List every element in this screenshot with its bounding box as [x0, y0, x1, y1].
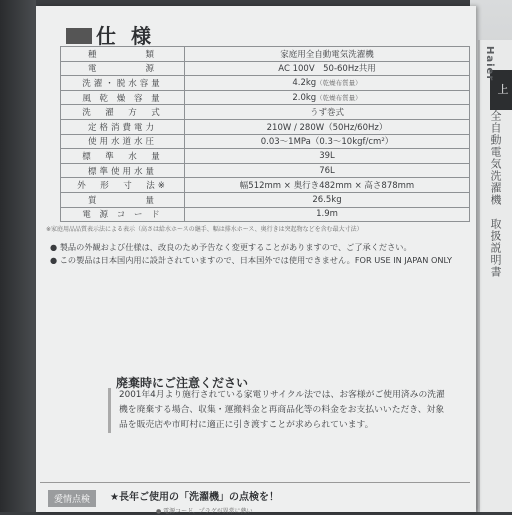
spec-key: 種 類	[61, 47, 185, 62]
spec-key: 定格消費電力	[61, 119, 185, 134]
spec-value	[185, 207, 470, 222]
spec-value	[185, 163, 470, 178]
title-square-icon	[66, 28, 92, 44]
manual-page	[36, 6, 476, 515]
spec-value-text: 1.9m	[316, 209, 338, 220]
spec-value-text: 39L	[319, 150, 335, 161]
spec-key: 洗 濯 方 式	[61, 105, 185, 120]
spec-value-text: 76L	[319, 165, 335, 176]
spec-value	[185, 90, 470, 105]
spec-value-text: 幅512mm × 奥行き482mm × 高さ878mm	[239, 181, 415, 192]
spec-value	[185, 61, 470, 76]
spec-row	[61, 105, 470, 120]
spec-value	[185, 119, 470, 134]
spec-row	[61, 90, 470, 105]
spec-value-text: 0.03～1MPa（0.3～10kgf/cm²）	[260, 137, 394, 148]
spec-row	[61, 149, 470, 164]
spec-value-text: うず巻式	[309, 108, 344, 119]
note-item: ● この製品は日本国内用に設計されていますので、日本国外では使用できません。FOR USE IN JAPAN ONLY	[50, 255, 453, 265]
check-heading: ★長年ご使用の「洗濯機」の点検を！	[110, 492, 279, 503]
spec-value	[185, 47, 470, 62]
spec-key: 標準使用水量	[61, 163, 185, 178]
spec-value	[185, 76, 470, 91]
check-label: 愛情点検	[48, 490, 96, 507]
spec-note: （乾燥布質量）	[316, 78, 362, 87]
spec-row	[61, 163, 470, 178]
spec-row	[61, 119, 470, 134]
spec-key: 標 準 水 量	[61, 149, 185, 164]
spec-note: （乾燥布質量）	[316, 93, 362, 102]
side-tab: 上	[490, 70, 512, 110]
recycle-title: 廃棄時にご注意ください	[116, 376, 249, 390]
spec-footnote: ※家庭用品品質表示法による表示（高さは給水ホースの継手、幅は排水ホース、奥行きは突起物などを含む最大寸法）	[46, 226, 363, 233]
spec-row	[61, 76, 470, 91]
spec-row	[61, 192, 470, 207]
spec-value	[185, 149, 470, 164]
page-title	[66, 20, 155, 49]
side-booklet	[478, 40, 512, 512]
spec-value-text: 4.2kg	[292, 77, 317, 88]
spec-key: 電 源	[61, 61, 185, 76]
brand-logo: Haier	[484, 46, 495, 82]
spec-value-text: 家庭用全自動電気洗濯機	[280, 49, 374, 60]
spec-table	[60, 46, 470, 222]
spec-value-text: 210W / 280W（50Hz/60Hz）	[266, 122, 388, 133]
background-left	[0, 0, 36, 512]
spec-key: 風 乾 燥 容 量	[61, 90, 185, 105]
notes	[50, 241, 474, 267]
spec-row	[61, 178, 470, 193]
spec-key: 洗濯・脱水容量	[61, 76, 185, 91]
spec-value	[185, 134, 470, 149]
spec-row	[61, 61, 470, 76]
spec-value	[185, 192, 470, 207]
spec-row	[61, 134, 470, 149]
recycle-body: 2001年4月より施行されている家電リサイクル法では、お客様がご使用済みの洗濯機を廃棄する場合、収集・運搬料金と再商品化等の料金をお支払いいただき、対象品を販売店や市町村に適正に引き渡すことが求められています。	[108, 388, 449, 433]
spec-row	[61, 47, 470, 62]
spec-value-text: 26.5kg	[312, 194, 342, 205]
spec-value-text: 2.0kg	[292, 92, 317, 103]
spec-key: 質 量	[61, 192, 185, 207]
check-subtext: ● 電源コード、プラグが異常に熱い	[156, 508, 253, 515]
title-text: 仕 様	[96, 24, 155, 48]
note-item: ● 製品の外観および仕様は、改良のため予告なく変更することがありますので、ご了承ください。	[50, 242, 412, 252]
spec-value	[185, 105, 470, 120]
booklet-title: 全自動電気洗濯機 取扱説明書	[489, 110, 502, 278]
spec-row	[61, 207, 470, 222]
spec-key: 使用水道水圧	[61, 134, 185, 149]
spec-key: 電 源 コ ー ド	[61, 207, 185, 222]
spec-key: 外 形 寸 法※	[61, 178, 185, 193]
spec-value-text: AC 100V 50-60Hz共用	[278, 64, 376, 75]
spec-value	[185, 178, 470, 193]
